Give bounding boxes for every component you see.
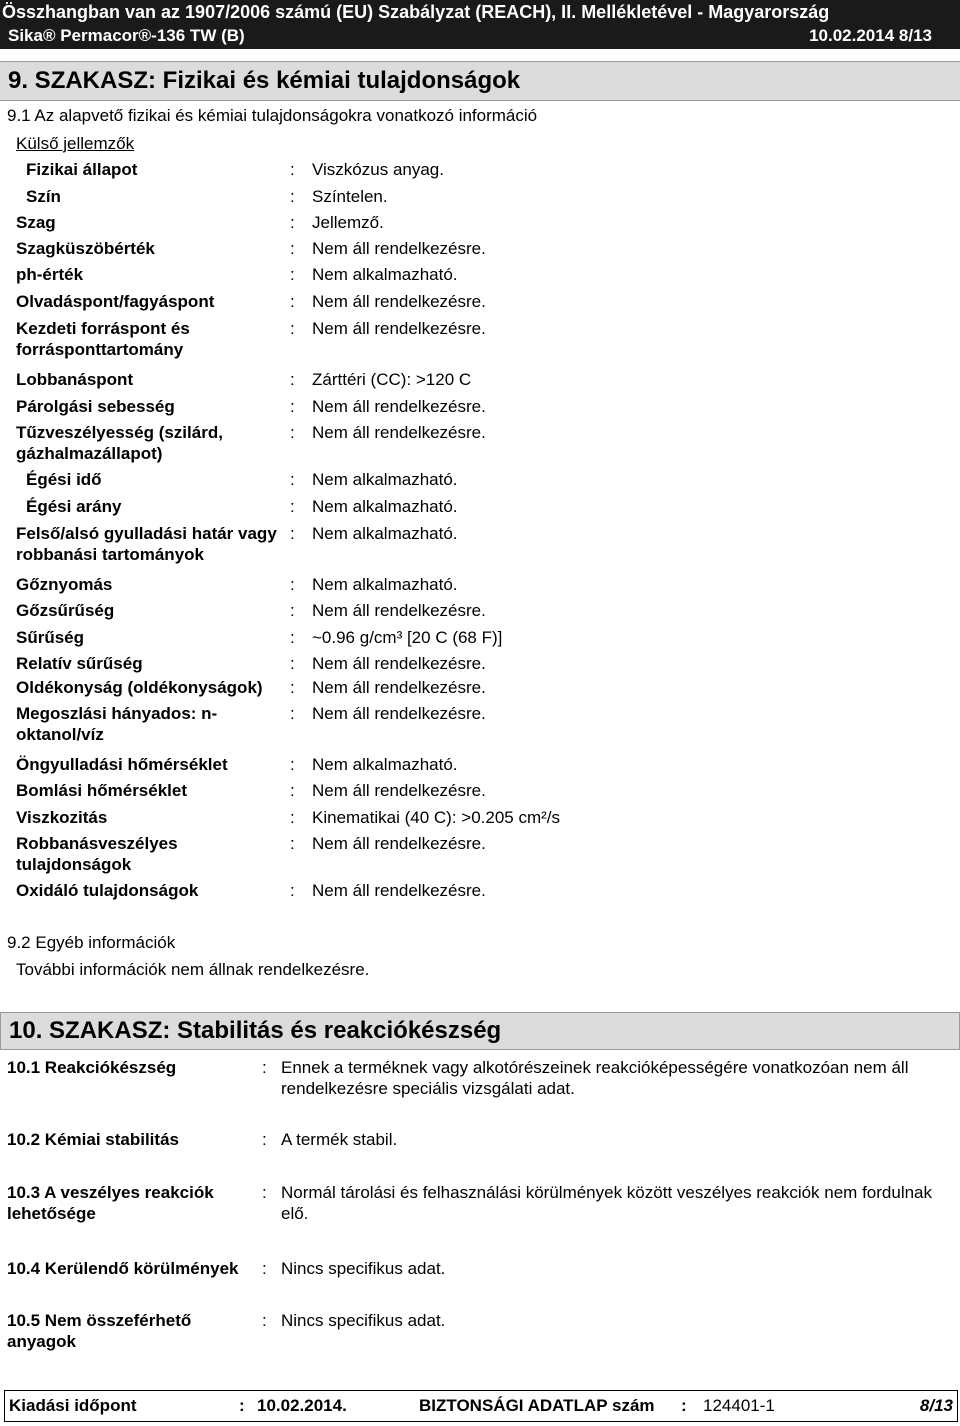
- reactivity-label: 10.5 Nem összeférhető anyagok: [7, 1311, 192, 1351]
- reactivity-label: 10.1 Reakciókészség: [7, 1058, 177, 1077]
- reactivity-colon: :: [262, 1311, 267, 1330]
- property-value: Nem áll rendelkezésre.: [312, 601, 486, 620]
- reactivity-value: Nincs specifikus adat.: [281, 1259, 446, 1278]
- property-label: Sűrűség: [16, 628, 85, 647]
- property-value: Nem alkalmazható.: [312, 755, 458, 774]
- reactivity-label: 10.4 Kerülendő körülmények: [7, 1259, 239, 1278]
- property-colon: :: [290, 524, 295, 543]
- property-label: Fizikai állapot: [26, 160, 138, 179]
- property-colon: :: [290, 497, 295, 516]
- subsection-9-1-title: 9.1 Az alapvető fizikai és kémiai tulajdonságokra vonatkozó információ: [7, 106, 538, 125]
- subsection-9-2-title: 9.2 Egyéb információk: [7, 933, 176, 952]
- property-label: Gőzsűrűség: [16, 601, 115, 620]
- property-label: Kezdeti forráspont és forrásponttartomány: [16, 319, 190, 359]
- property-value: Nem alkalmazható.: [312, 265, 458, 284]
- reactivity-colon: :: [262, 1259, 267, 1278]
- sds-number-label: BIZTONSÁGI ADATLAP szám: [419, 1396, 655, 1415]
- reactivity-label: 10.2 Kémiai stabilitás: [7, 1130, 179, 1149]
- property-value: Nem áll rendelkezésre.: [312, 239, 486, 258]
- property-label: Olvadáspont/fagyáspont: [16, 292, 215, 311]
- property-label: Öngyulladási hőmérséklet: [16, 755, 228, 774]
- property-value: Nem alkalmazható.: [312, 470, 458, 489]
- property-value: Jellemző.: [312, 213, 384, 232]
- property-colon: :: [290, 601, 295, 620]
- property-colon: :: [290, 213, 295, 232]
- property-label: Szín: [26, 187, 61, 206]
- product-name: Sika® Permacor®-136 TW (B): [8, 26, 245, 45]
- property-value: Nem áll rendelkezésre.: [312, 704, 486, 723]
- property-colon: :: [290, 654, 295, 673]
- property-value: Színtelen.: [312, 187, 388, 206]
- property-colon: :: [290, 423, 295, 442]
- property-label: Tűzveszélyesség (szilárd, gázhalmazállapot): [16, 423, 223, 463]
- appearance-heading: Külső jellemzők: [16, 134, 135, 153]
- property-colon: :: [290, 470, 295, 489]
- property-label: Gőznyomás: [16, 575, 113, 594]
- document-header: [0, 0, 960, 49]
- property-value: Nem alkalmazható.: [312, 575, 458, 594]
- property-colon: :: [290, 187, 295, 206]
- property-label: Megoszlási hányados: n-oktanol/víz: [16, 704, 218, 744]
- issue-date: 10.02.2014.: [257, 1396, 347, 1415]
- property-colon: :: [290, 319, 295, 338]
- footer-colon-2: :: [681, 1396, 687, 1415]
- reactivity-label: 10.3 A veszélyes reakciók lehetősége: [7, 1183, 214, 1223]
- property-value: Nem áll rendelkezésre.: [312, 319, 486, 338]
- property-label: Relatív sűrűség: [16, 654, 143, 673]
- reactivity-value: Normál tárolási és felhasználási körülmények között veszélyes reakciók nem fordulnak elő.: [281, 1183, 933, 1223]
- property-value: Nem áll rendelkezésre.: [312, 834, 486, 853]
- property-colon: :: [290, 834, 295, 853]
- header-page: 8/13: [898, 26, 932, 45]
- property-label: Szag: [16, 213, 56, 232]
- property-colon: :: [290, 808, 295, 827]
- document-footer: [4, 1390, 958, 1422]
- property-label: Bomlási hőmérséklet: [16, 781, 188, 800]
- property-label: ph-érték: [16, 265, 84, 284]
- header-date: 10.02.2014: [809, 26, 895, 45]
- property-value: Nem áll rendelkezésre.: [312, 881, 486, 900]
- reactivity-colon: :: [262, 1058, 267, 1077]
- header-date-page: [809, 25, 932, 47]
- reactivity-colon: :: [262, 1130, 267, 1149]
- property-value: Kinematikai (40 C): >0.205 cm²/s: [312, 808, 561, 827]
- property-colon: :: [290, 704, 295, 723]
- footer-colon-1: :: [239, 1396, 245, 1415]
- property-colon: :: [290, 265, 295, 284]
- property-value: Nem áll rendelkezésre.: [312, 781, 486, 800]
- property-colon: :: [290, 755, 295, 774]
- property-value: Nem áll rendelkezésre.: [312, 397, 486, 416]
- property-colon: :: [290, 575, 295, 594]
- property-value: Nem áll rendelkezésre.: [312, 654, 486, 673]
- reactivity-value: Nincs specifikus adat.: [281, 1311, 446, 1330]
- footer-page: 8/13: [919, 1396, 953, 1415]
- property-colon: :: [290, 397, 295, 416]
- property-value: Nem alkalmazható.: [312, 524, 458, 543]
- property-value: Nem áll rendelkezésre.: [312, 292, 486, 311]
- property-colon: :: [290, 292, 295, 311]
- property-colon: :: [290, 881, 295, 900]
- property-colon: :: [290, 160, 295, 179]
- property-colon: :: [290, 370, 295, 389]
- property-label: Égési arány: [26, 497, 122, 516]
- property-label: Viszkozitás: [16, 808, 108, 827]
- section-9-title: 9. SZAKASZ: Fizikai és kémiai tulajdonságok: [8, 67, 521, 94]
- property-label: Szagküszöbérték: [16, 239, 155, 258]
- section-9-heading: [0, 61, 960, 101]
- property-value: Zárttéri (CC): >120 C: [312, 370, 472, 389]
- property-label: Párolgási sebesség: [16, 397, 175, 416]
- property-label: Lobbanáspont: [16, 370, 134, 389]
- reactivity-colon: :: [262, 1183, 267, 1202]
- property-value: Nem alkalmazható.: [312, 497, 458, 516]
- property-label: Égési idő: [26, 470, 102, 489]
- reactivity-value: Ennek a terméknek vagy alkotórészeinek reakcióképességére vonatkozóan nem áll rendelkezésre speciális vizsgálati adat.: [281, 1058, 909, 1098]
- property-colon: :: [290, 781, 295, 800]
- property-value: Viszkózus anyag.: [312, 160, 444, 179]
- section-10-title: 10. SZAKASZ: Stabilitás és reakciókészség: [9, 1017, 502, 1044]
- issue-date-label: Kiadási időpont: [9, 1396, 137, 1415]
- property-value: Nem áll rendelkezésre.: [312, 423, 486, 442]
- property-colon: :: [290, 678, 295, 697]
- other-information-text: További információk nem állnak rendelkezésre.: [16, 960, 370, 979]
- sds-number: 124401-1: [703, 1396, 775, 1415]
- reactivity-value: A termék stabil.: [281, 1130, 398, 1149]
- regulation-title: Összhangban van az 1907/2006 számú (EU) Szabályzat (REACH), II. Mellékletével - Magyarország: [2, 2, 830, 22]
- property-label: Oxidáló tulajdonságok: [16, 881, 199, 900]
- property-value: ~0.96 g/cm³ [20 C (68 F)]: [312, 628, 503, 647]
- section-10-heading: [0, 1012, 960, 1050]
- property-label: Oldékonyság (oldékonyságok): [16, 678, 263, 697]
- property-value: Nem áll rendelkezésre.: [312, 678, 486, 697]
- property-label: Robbanásveszélyes tulajdonságok: [16, 834, 178, 874]
- property-colon: :: [290, 628, 295, 647]
- property-label: Felső/alsó gyulladási határ vagy robbanási tartományok: [16, 524, 277, 564]
- property-colon: :: [290, 239, 295, 258]
